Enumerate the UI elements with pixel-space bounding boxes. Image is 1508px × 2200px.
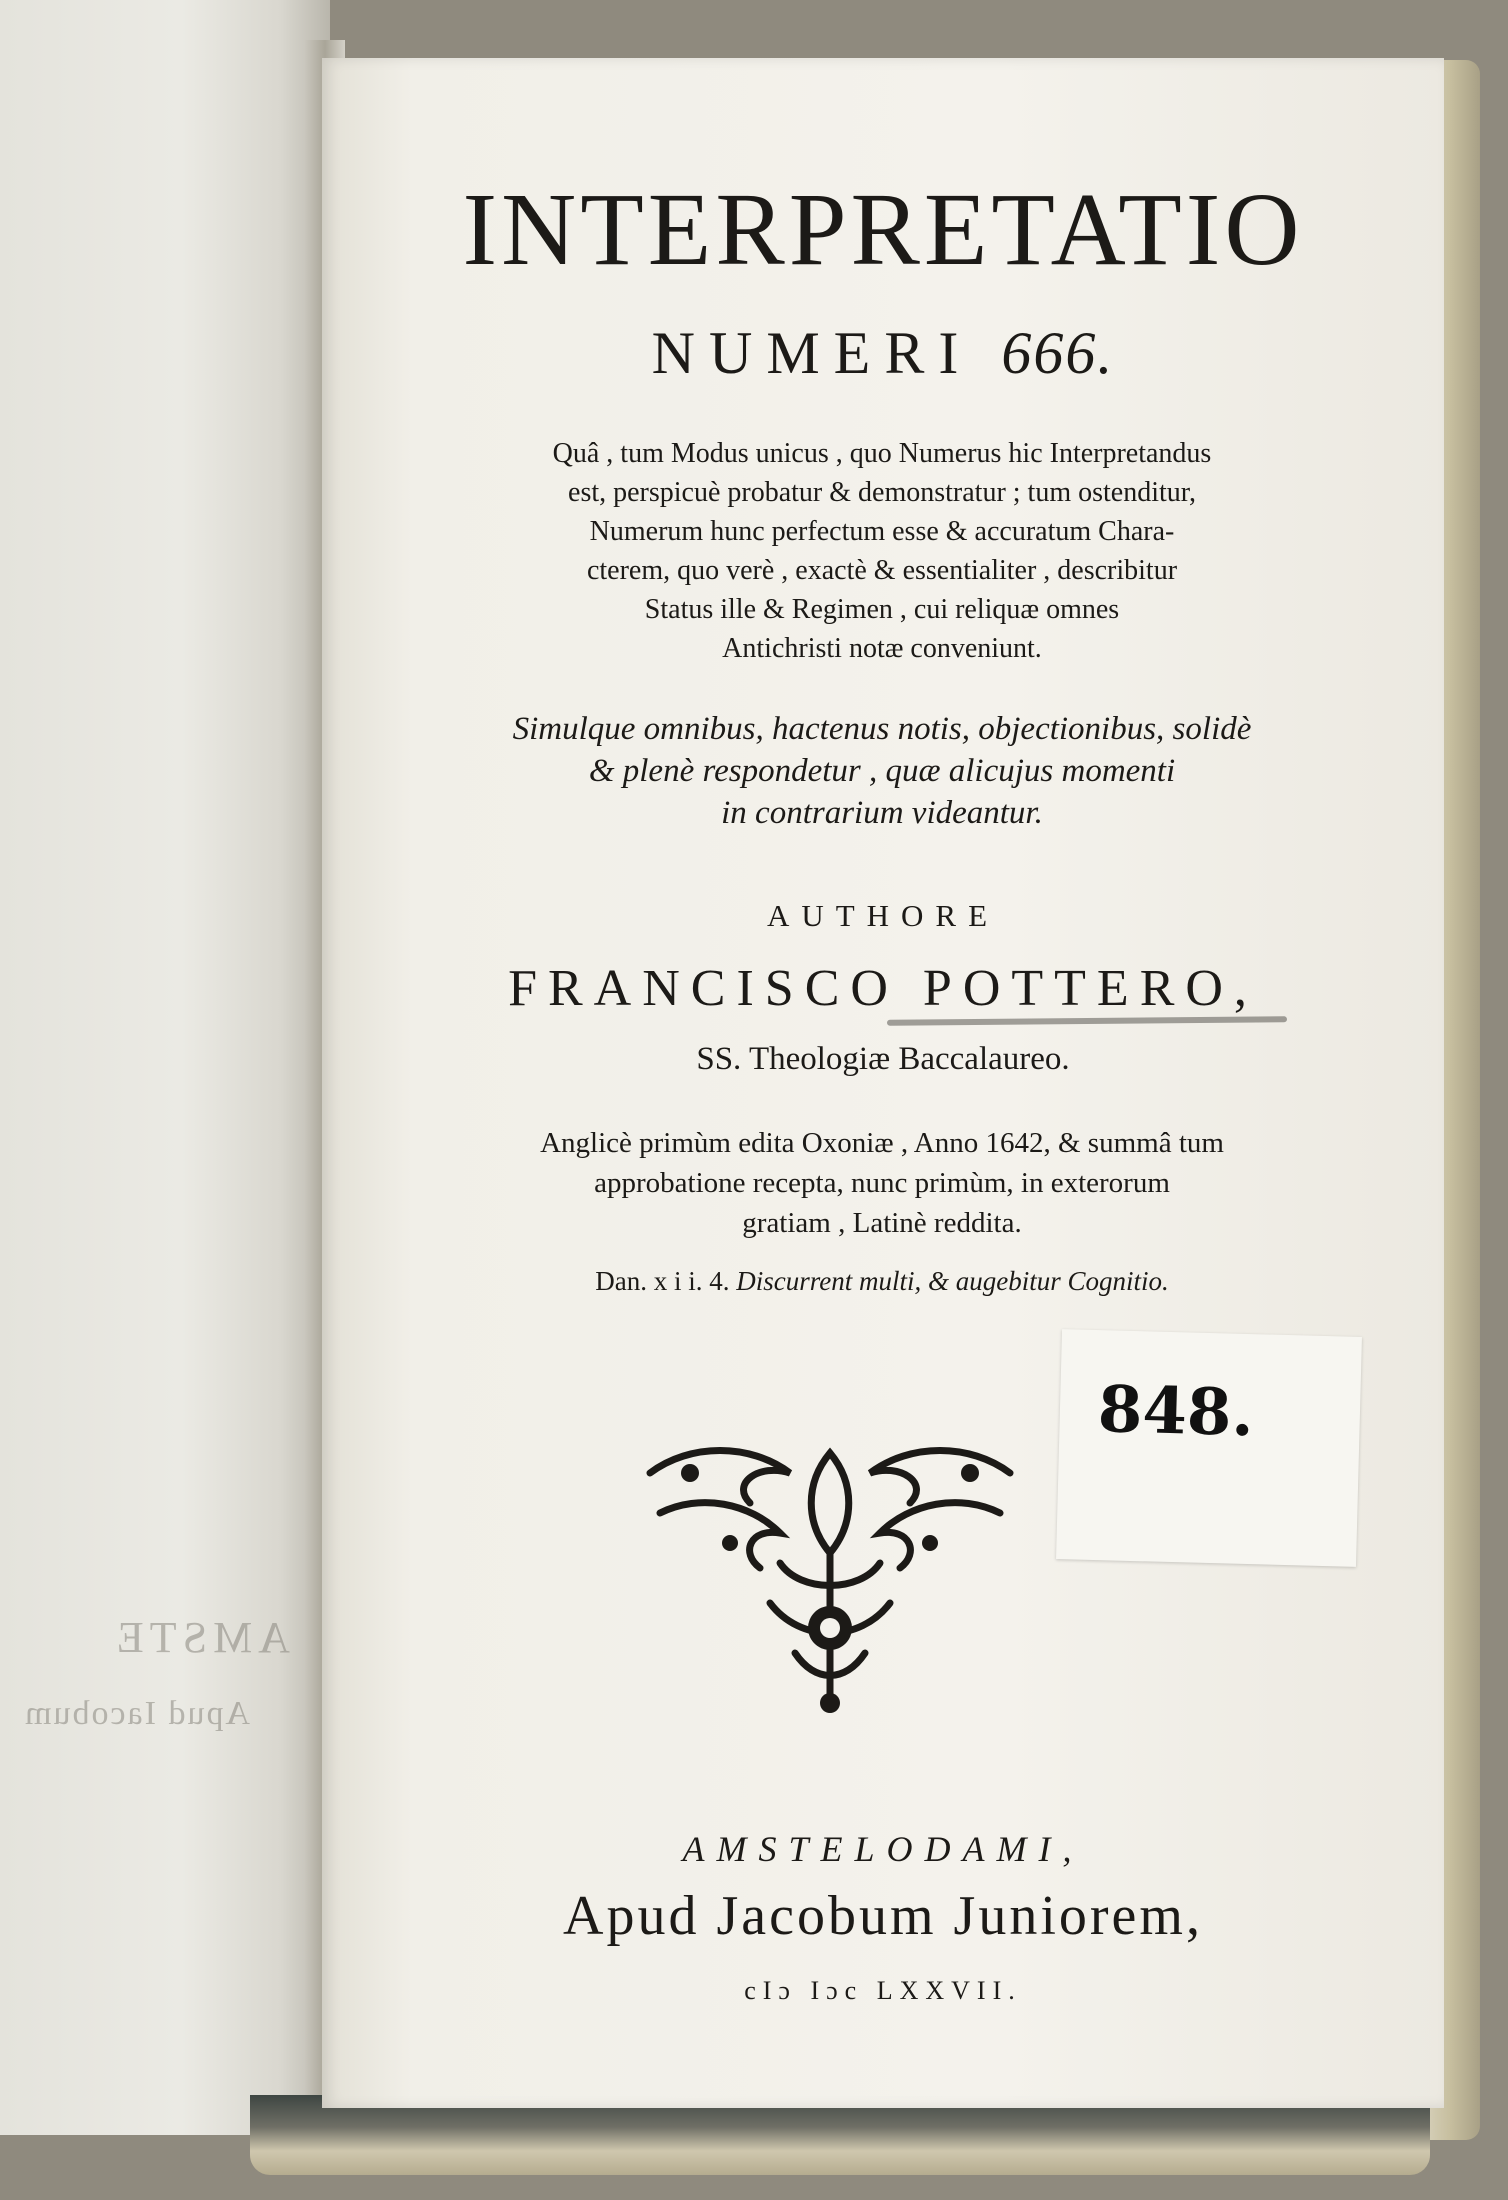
publication-line: gratiam , Latinè reddita. [742, 1207, 1022, 1239]
subtitle-number: 666. [1001, 320, 1115, 386]
italic-line: & plenè respondetur , quæ alicujus momenti [588, 753, 1176, 789]
description-line: Quâ , tum Modus unicus , quo Numerus hic Interpretandus [552, 438, 1212, 469]
subtitle-word: NUMERI [651, 320, 973, 386]
title-page [322, 58, 1444, 2108]
pencil-underline [887, 1016, 1287, 1025]
citation-text: Discurrent multi, & augebitur Cognitio. [736, 1266, 1169, 1296]
description-line: est, perspicuè probatur & demonstratur ; tum ostenditur, [568, 477, 1196, 508]
author-title: SS. Theologiæ Baccalaureo. [696, 1041, 1070, 1077]
publication-line: approbatione recepta, nunc primùm, in exterorum [594, 1167, 1170, 1199]
description-line: Numerum hunc perfectum esse & accuratum Chara- [589, 516, 1175, 547]
bleed-through-text: AMSTE Apud Iacobum [22, 1613, 290, 1732]
imprint-year: cIɔ Iɔc LXXVII. [744, 1976, 1022, 2005]
left-page [0, 0, 330, 2135]
printers-ornament-icon [630, 1433, 1030, 1723]
author-name: FRANCISCO POTTERO, [508, 960, 1258, 1017]
description [372, 434, 1392, 668]
shelf-number: 848. [1096, 1372, 1255, 1452]
italic-paragraph [372, 708, 1392, 834]
author-intro: AUTHORE [766, 898, 1000, 933]
publication-note [382, 1123, 1382, 1243]
shelf-label [1056, 1329, 1362, 1567]
imprint-city: AMSTELODAMI, [682, 1829, 1084, 1869]
description-line: Status ille & Regimen , cui reliquæ omnes [644, 594, 1120, 625]
italic-line: in contrarium videantur. [721, 795, 1043, 831]
citation-ref: Dan. x i i. 4. [595, 1266, 730, 1296]
imprint-publisher: Apud Jacobum Juniorem, [563, 1885, 1203, 1947]
italic-line: Simulque omnibus, hactenus notis, objectionibus, solidè [512, 711, 1252, 747]
publication-line: Anglicè primùm edita Oxoniæ , Anno 1642, & summâ tum [540, 1127, 1224, 1159]
subtitle [322, 320, 1444, 386]
description-line: Antichristi notæ conveniunt. [722, 633, 1042, 664]
citation [382, 1266, 1382, 1297]
description-line: cterem, quo verè , exactè & essentialiter , describitur [586, 555, 1178, 586]
main-title: INTERPRETATIO [462, 172, 1304, 287]
